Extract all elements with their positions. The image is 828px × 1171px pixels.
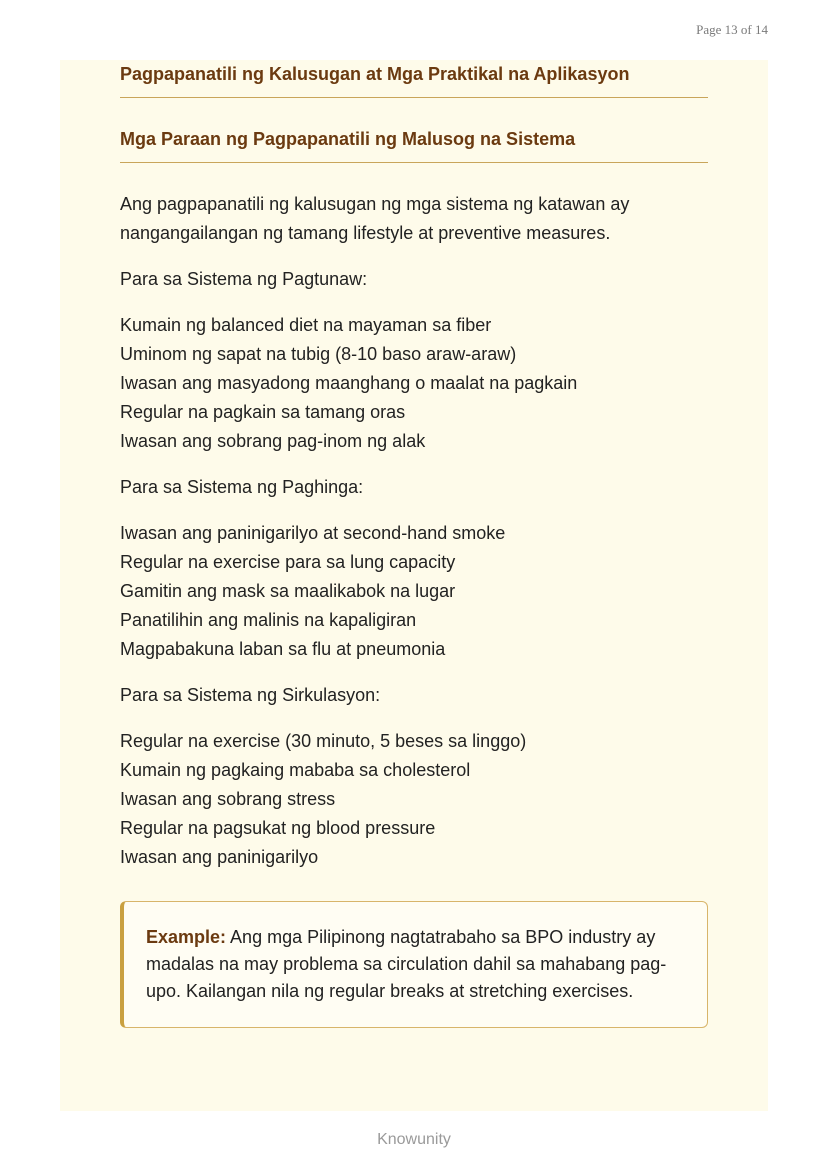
list-item: Magpabakuna laban sa flu at pneumonia — [120, 639, 446, 659]
example-label: Example: — [146, 927, 227, 947]
list-item: Panatilihin ang malinis na kapaligiran — [120, 610, 417, 630]
list-item: Uminom ng sapat na tubig (8-10 baso araw-araw) — [120, 344, 517, 364]
list-item: Iwasan ang paninigarilyo at second-hand smoke — [120, 523, 506, 543]
footer-brand: Knowunity — [377, 1131, 451, 1148]
example-box — [120, 901, 708, 1028]
example-text: Ang mga Pilipinong nagtatrabaho sa BPO industry ay madalas na may problema sa circulation dahil sa mahabang pag-upo. Kailangan nila ng regular breaks at stretching exercises. — [146, 927, 667, 1001]
list-item: Iwasan ang sobrang pag-inom ng alak — [120, 431, 426, 451]
list-pagtunaw — [120, 311, 708, 456]
list-item: Iwasan ang sobrang stress — [120, 789, 336, 809]
section-title-paghinga: Para sa Sistema ng Paghinga: — [120, 477, 364, 497]
main-heading: Pagpapanatili ng Kalusugan at Mga Praktikal na Aplikasyon — [120, 63, 708, 98]
list-item: Iwasan ang masyadong maanghang o maalat na pagkain — [120, 373, 578, 393]
sub-heading: Mga Paraan ng Pagpapanatili ng Malusog na Sistema — [120, 128, 708, 163]
section-title-sirkulasyon: Para sa Sistema ng Sirkulasyon: — [120, 685, 381, 705]
content — [120, 60, 708, 1028]
list-item: Regular na pagkain sa tamang oras — [120, 402, 406, 422]
list-item: Iwasan ang paninigarilyo — [120, 847, 319, 867]
list-item: Regular na pagsukat ng blood pressure — [120, 818, 436, 838]
list-sirkulasyon — [120, 727, 708, 872]
list-paghinga — [120, 519, 708, 664]
page-card — [60, 60, 768, 1111]
list-item: Regular na exercise para sa lung capacity — [120, 552, 456, 572]
list-item: Regular na exercise (30 minuto, 5 beses sa linggo) — [120, 731, 527, 751]
page-number: Page 13 of 14 — [696, 22, 768, 37]
list-item: Kumain ng pagkaing mababa sa cholesterol — [120, 760, 471, 780]
list-item: Kumain ng balanced diet na mayaman sa fiber — [120, 315, 492, 335]
intro-paragraph: Ang pagpapanatili ng kalusugan ng mga sistema ng katawan ay nangangailangan ng tamang lifestyle at preventive measures. — [120, 194, 630, 243]
list-item: Gamitin ang mask sa maalikabok na lugar — [120, 581, 456, 601]
section-title-pagtunaw: Para sa Sistema ng Pagtunaw: — [120, 269, 368, 289]
